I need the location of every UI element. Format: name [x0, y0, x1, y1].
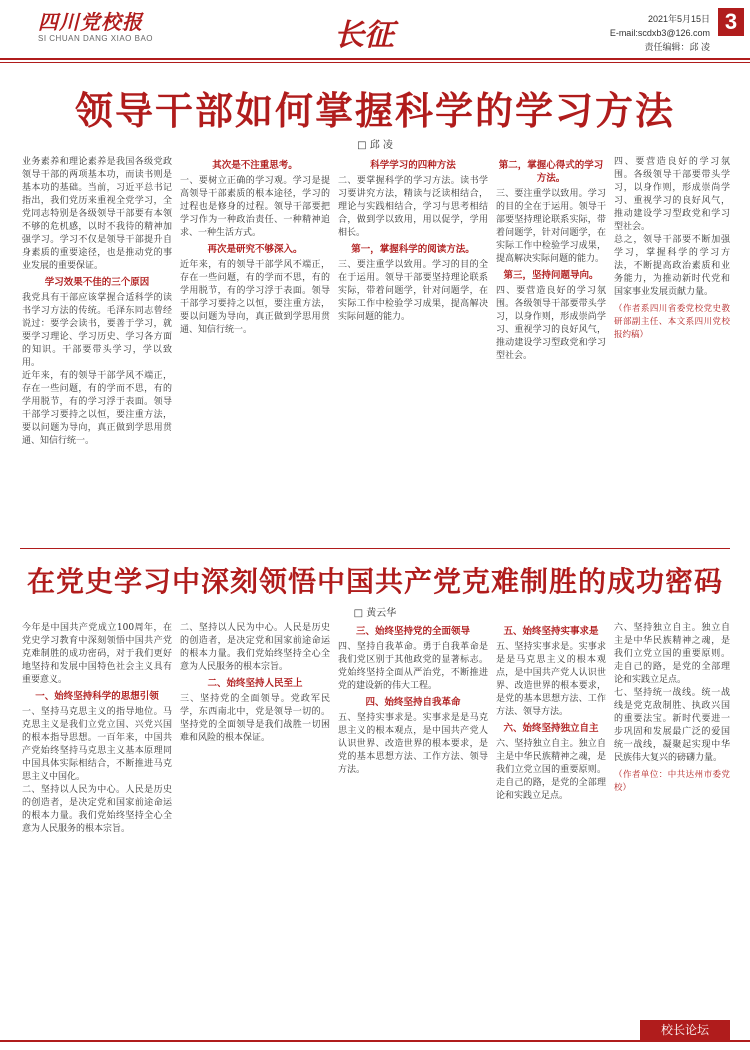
article2-paragraph: 二、坚持以人民为中心。人民是历史的创造者，是决定党和国家前途命运的根本力量。我们党始终坚持全心全意为人民服务的根本宗旨。	[22, 785, 172, 834]
article1-subhead: 再次是研究不够深入。	[207, 244, 303, 255]
logo-pinyin: SI CHUAN DANG XIAO BAO	[38, 34, 154, 43]
article2-column-3	[338, 622, 488, 1014]
newspaper-logo: 四川党校报	[38, 10, 143, 34]
article2-paragraph: 四、坚持自我革命。勇于自我革命是我们党区别于其他政党的显著标志。党始终坚持全面从严治党，不断推进党的建设新的伟大工程。	[338, 642, 488, 691]
article1-paragraph: 业务素养和理论素养是我国各级党政领导干部的两项基本功，而读书则是基本功的基础。当前，习近平总书记指出，我们党历来重视全党学习，全党同志特别是各级领导干部要有本领不够的危机感，以时不我待的精神加强学习。学习不仅是领导干部提升自身素质的重要途径，也是推动党的事业发展的重要保证。	[22, 157, 172, 271]
footer-rule	[0, 1040, 750, 1042]
article2-byline: □ 黄云华	[353, 608, 397, 619]
issue-info	[590, 12, 710, 54]
article2-subhead: 一、始终坚持科学的思想引领	[35, 691, 159, 702]
article2-column-4	[496, 622, 606, 1014]
article2-paragraph: 一、坚持马克思主义的指导地位。马克思主义是我们立党立国、兴党兴国的根本指导思想。一百年来，中国共产党始终坚持马克思主义基本原理同中国具体实际相结合，不断推进马克思主义中国化。	[22, 707, 172, 782]
article1-subhead: 第三，坚持问题导向。	[503, 270, 599, 281]
article1-byline: □ 邱 凌	[357, 140, 393, 151]
article2-paragraph: 七、坚持统一战线。统一战线是党克敌制胜、执政兴国的重要法宝。新时代要进一步巩固和发展最广泛的爱国统一战线，凝聚起实现中华民族伟大复兴的磅礴力量。	[614, 688, 730, 763]
article2-paragraph: 六、坚持独立自主。独立自主是中华民族精神之魂，是我们立党立国的重要原则。走自己的路，是党的全部理论和实践立足点。	[614, 623, 730, 685]
article1-subhead: 第二，掌握心得式的学习方法。	[498, 160, 604, 184]
article1-column-3	[338, 156, 488, 541]
article2-paragraph: 六、坚持独立自主。独立自主是中华民族精神之魂，是我们立党立国的重要原则。走自己的路，是党的全部理论和实践立足点。	[496, 739, 606, 801]
article1-title: 领导干部如何掌握科学的学习方法	[74, 88, 675, 133]
article2-column-2	[180, 622, 330, 1014]
article2-paragraph: 今年是中国共产党成立100周年，在党史学习教育中深刻领悟中国共产党克难制胜的成功密码，对于我们更好地坚持和发展中国特色社会主义具有重要意义。	[22, 623, 172, 685]
article1-subhead: 科学学习的四种方法	[370, 160, 456, 171]
masthead-thin-rule	[0, 62, 750, 63]
article1-paragraph: 总之，领导干部要不断加强学习，掌握科学的学习方法，不断提高政治素质和业务能力，为推动新时代党和国家事业发展贡献力量。	[614, 235, 730, 297]
article2-subhead: 二、始终坚持人民至上	[207, 678, 303, 689]
masthead-rule	[0, 58, 750, 60]
article1-paragraph: 我党具有干部应该掌握合适科学的读书学习方法的传统。毛泽东同志曾经说过：要学会读书，要善于学习，就要学习理论、学习历史、学习各方面的知识。干部要带头学习，学以致用。	[22, 293, 172, 368]
article1-column-5	[614, 156, 730, 541]
article1-paragraph: 三、要注重学以致用。学习的目的全在于运用。领导干部要坚持理论联系实际，带着问题学，针对问题学，在实际工作中检验学习成果，提高解决实际问题的能力。	[496, 189, 606, 264]
article2-subhead: 四、始终坚持自我革命	[365, 697, 461, 708]
masthead	[0, 0, 750, 62]
article1-subhead: 学习效果不佳的三个原因	[44, 277, 150, 288]
article2-subhead: 三、始终坚持党的全面领导	[355, 626, 470, 637]
article2-paragraph: 五、坚持实事求是。实事求是是马克思主义的根本观点，是中国共产党人认识世界、改造世界的根本要求，是党的基本思想方法、工作方法、领导方法。	[338, 713, 488, 775]
issue-editor: 责任编辑：邱 凌	[644, 42, 710, 52]
article2-author-note: （作者单位：中共达州市委党校）	[614, 770, 730, 793]
article2-subhead: 六、始终坚持独立自主	[503, 723, 599, 734]
page-number: 3	[718, 8, 744, 36]
article1-column-1	[22, 156, 172, 541]
article1-author-note: （作者系四川省委党校党史教研部副主任、本文系四川党校报约稿）	[614, 304, 730, 340]
issue-email: E-mail:scdxb3@126.com	[609, 28, 710, 38]
article2-title: 在党史学习中深刻领悟中国共产党克难制胜的成功密码	[26, 565, 723, 598]
article2-column-1	[22, 622, 172, 1014]
footer-column-tag: 校长论坛	[640, 1020, 730, 1040]
article1-paragraph: 四、要营造良好的学习氛围。各级领导干部要带头学习，以身作则，形成崇尚学习、重视学习的良好风气，推动建设学习型政党和学习型社会。	[496, 286, 606, 361]
article2-paragraph: 五、坚持实事求是。实事求是是马克思主义的根本观点，是中国共产党人认识世界、改造世界的根本要求，是党的基本思想方法、工作方法、领导方法。	[496, 642, 606, 717]
article1-column-4	[496, 156, 606, 541]
article1-subhead: 第一，掌握科学的阅读方法。	[351, 244, 475, 255]
article1-paragraph: 三、要注重学以致用。学习的目的全在于运用。领导干部要坚持理论联系实际，带着问题学，针对问题学，在实际工作中检验学习成果，提高解决实际问题的能力。	[338, 260, 488, 322]
article2-column-5	[614, 622, 730, 1014]
section-divider	[20, 548, 730, 549]
article2-paragraph: 三、坚持党的全面领导。党政军民学，东西南北中，党是领导一切的。坚持党的全面领导是我们战胜一切困难和风险的根本保证。	[180, 694, 330, 743]
article1-subhead: 其次是不注重思考。	[212, 160, 298, 171]
article1-paragraph: 近年来，有的领导干部学风不端正，存在一些问题，有的学而不思，有的学用脱节，有的学习浮于表面。领导干部学习要持之以恒，要注重方法，要以问题为导向，真正做到学思用贯通、知信行统一。	[22, 371, 172, 446]
article1-paragraph: 四、要营造良好的学习氛围。各级领导干部要带头学习，以身作则，形成崇尚学习、重视学习的良好风气，推动建设学习型政党和学习型社会。	[614, 157, 730, 232]
article1-column-2	[180, 156, 330, 541]
article1-paragraph: 二、要掌握科学的学习方法。读书学习要讲究方法，精读与泛读相结合，理论与实践相结合，学习与思考相结合，做到学以致用，用以促学，学用相长。	[338, 176, 488, 238]
issue-date: 2021年5月15日	[647, 14, 710, 24]
article1-paragraph: 一、要树立正确的学习观。学习是提高领导干部素质的根本途径，学习的过程也是修身的过程。领导干部要把学习作为一种政治责任、一种精神追求、一种生活方式。	[180, 176, 330, 238]
article2-subhead: 五、始终坚持实事求是	[503, 626, 599, 637]
article1-paragraph: 近年来，有的领导干部学风不端正，存在一些问题，有的学而不思，有的学用脱节，有的学习浮于表面。领导干部学习要持之以恒，要注重方法，要以问题为导向，真正做到学思用贯通、知信行统一。	[180, 260, 330, 335]
section-title: 长征	[334, 18, 394, 53]
article2-paragraph: 二、坚持以人民为中心。人民是历史的创造者，是决定党和国家前途命运的根本力量。我们党始终坚持全心全意为人民服务的根本宗旨。	[180, 623, 330, 672]
